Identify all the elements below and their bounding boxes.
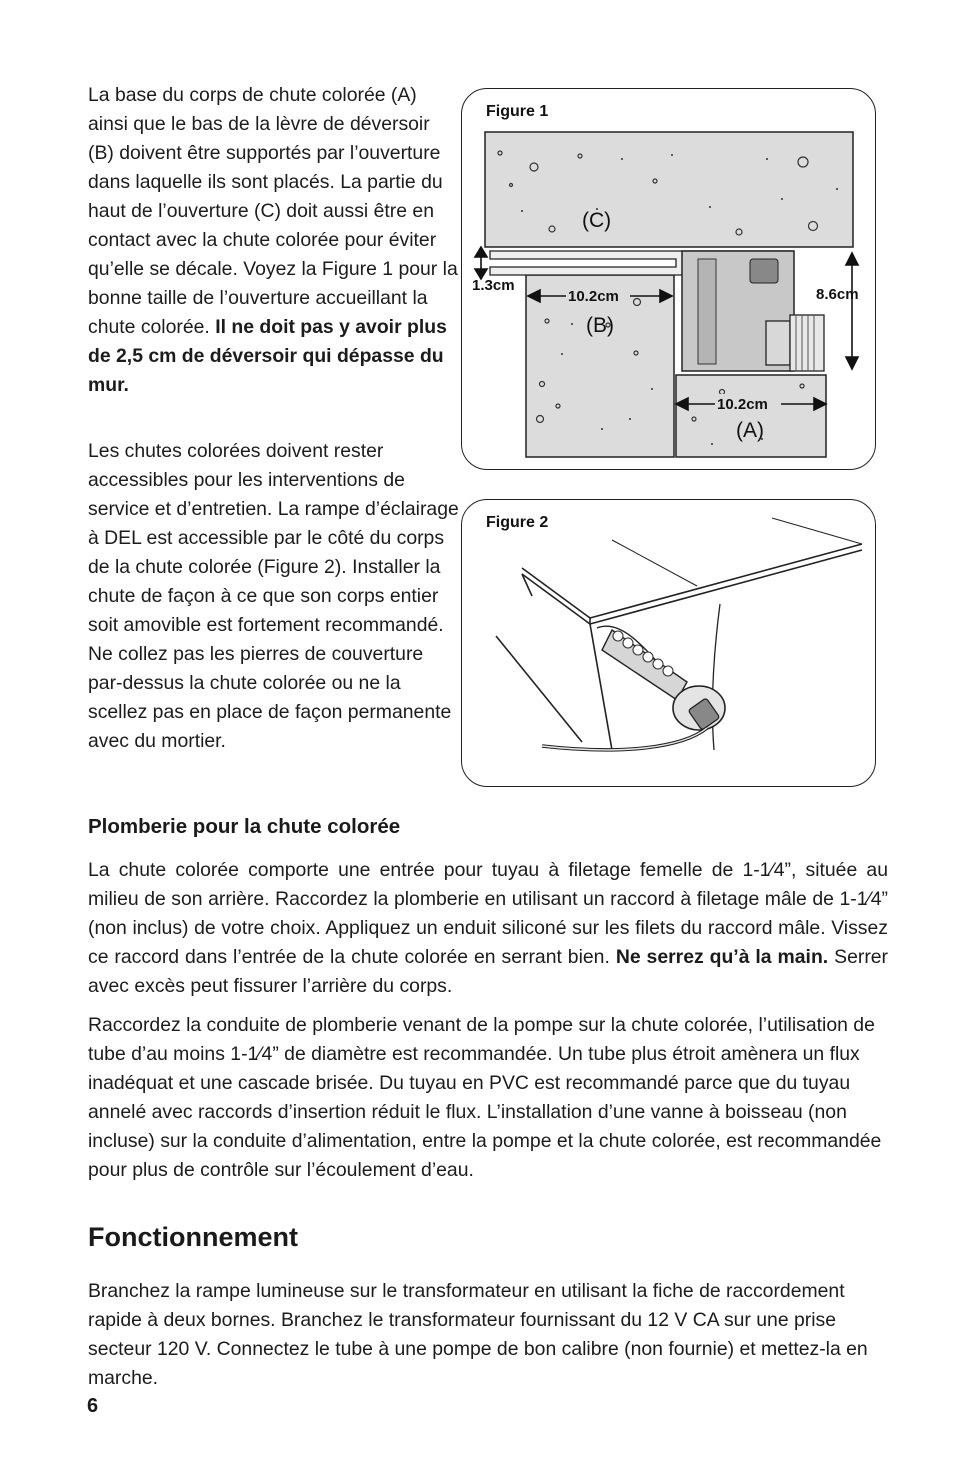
body-channel bbox=[698, 259, 716, 364]
figure-1-title: Figure 1 bbox=[486, 103, 549, 120]
figure-1-diagram bbox=[462, 89, 875, 469]
dim-lip-label: 1.3cm bbox=[472, 277, 515, 294]
plomberie-p1-text: La chute colorée comporte une entrée pour tuyau à filetage femelle de 1-1⁄4”, située au milieu de son arrière. Raccordez la plomberie en utilisant un raccord à filetage mâle de 1-1⁄4” (non inclus) de votre choix. Appliquez un enduit siliconé sur les filets du raccord mâle. Vissez ce raccord dans l’entrée de la chute colorée en serrant bien. bbox=[88, 859, 888, 968]
led-cable bbox=[542, 728, 707, 750]
led-bar bbox=[542, 630, 725, 750]
plomberie-p1-bold: Ne serrez qu’à la main. bbox=[615, 946, 829, 968]
intro-text: La base du corps de chute colorée (A) ainsi que le bas de la lèvre de déversoir (B) doivent être supportés par l’ouverture dans laquelle ils sont placés. La partie du haut de l’ouverture (C) doit aussi être en contact avec la chute colorée pour éviter qu’elle se décale. Voyez la Figure 1 pour la bonne taille de l’ouverture accueillant la chute colorée. bbox=[88, 84, 458, 338]
figure-2-title: Figure 2 bbox=[486, 514, 549, 531]
upper-stone bbox=[485, 132, 853, 247]
figure-2 bbox=[461, 499, 876, 787]
dim-height-label: 8.6cm bbox=[816, 286, 859, 303]
dim-a-label: 10.2cm bbox=[717, 396, 768, 413]
intro-warning: Il ne doit pas y avoir plus de 2,5 cm de déversoir qui dépasse du mur. bbox=[88, 316, 447, 396]
plomberie-paragraph-1 bbox=[88, 856, 888, 1001]
fonctionnement-paragraph: Branchez la rampe lumineuse sur le transformateur en utilisant la fiche de raccordement rapide à deux bornes. Branchez le transformateur fournissant du 12 V CA sur une prise secteur 120 V. Connectez le tube à une pompe de bon calibre (non fournie) et mettez-la en marche. bbox=[88, 1280, 868, 1389]
label-a: (A) bbox=[736, 419, 764, 442]
intro-paragraph bbox=[88, 81, 460, 400]
label-c: (C) bbox=[582, 209, 612, 232]
page-number: 6 bbox=[87, 1395, 99, 1417]
plomberie-paragraph-2: Raccordez la conduite de plomberie venant de la pompe sur la chute colorée, l’utilisation de tube d’au moins 1-1⁄4” de diamètre est recommandée. Un tube plus étroit amènera un flux inadéquat et une cascade brisée. Du tuyau en PVC est recommandé parce que du tuyau annelé avec raccords d’insertion réduit le flux. L’installation d’une vanne à boisseau (non incluse) sur la conduite d’alimentation, entre la pompe et la chute colorée, est recommandée pour plus de contrôle sur l’écoulement d’eau. bbox=[88, 1014, 882, 1181]
figure-1 bbox=[461, 88, 876, 470]
figure-2-diagram bbox=[462, 500, 875, 786]
inlet-fitting bbox=[790, 315, 824, 371]
fonctionnement-heading: Fonctionnement bbox=[88, 1222, 298, 1252]
inlet-nut bbox=[766, 321, 790, 365]
label-b: (B) bbox=[586, 314, 614, 337]
dim-b-label: 10.2cm bbox=[568, 288, 619, 305]
led-socket bbox=[750, 259, 778, 283]
access-paragraph: Les chutes colorées doivent rester accessibles pour les interventions de service et d’entretien. La rampe d’éclairage à DEL est accessible par le côté du corps de la chute colorée (Figure 2). Installer la chute de façon à ce que son corps entier soit amovible est fortement recommandé. Ne collez pas les pierres de couverture par-dessus la chute colorée ou ne la scellez pas en place de façon permanente avec du mortier. bbox=[88, 440, 459, 752]
plomberie-p1-end: Serrer avec excès peut fissurer l’arrière du corps. bbox=[88, 946, 889, 997]
plomberie-heading: Plomberie pour la chute colorée bbox=[88, 815, 401, 838]
